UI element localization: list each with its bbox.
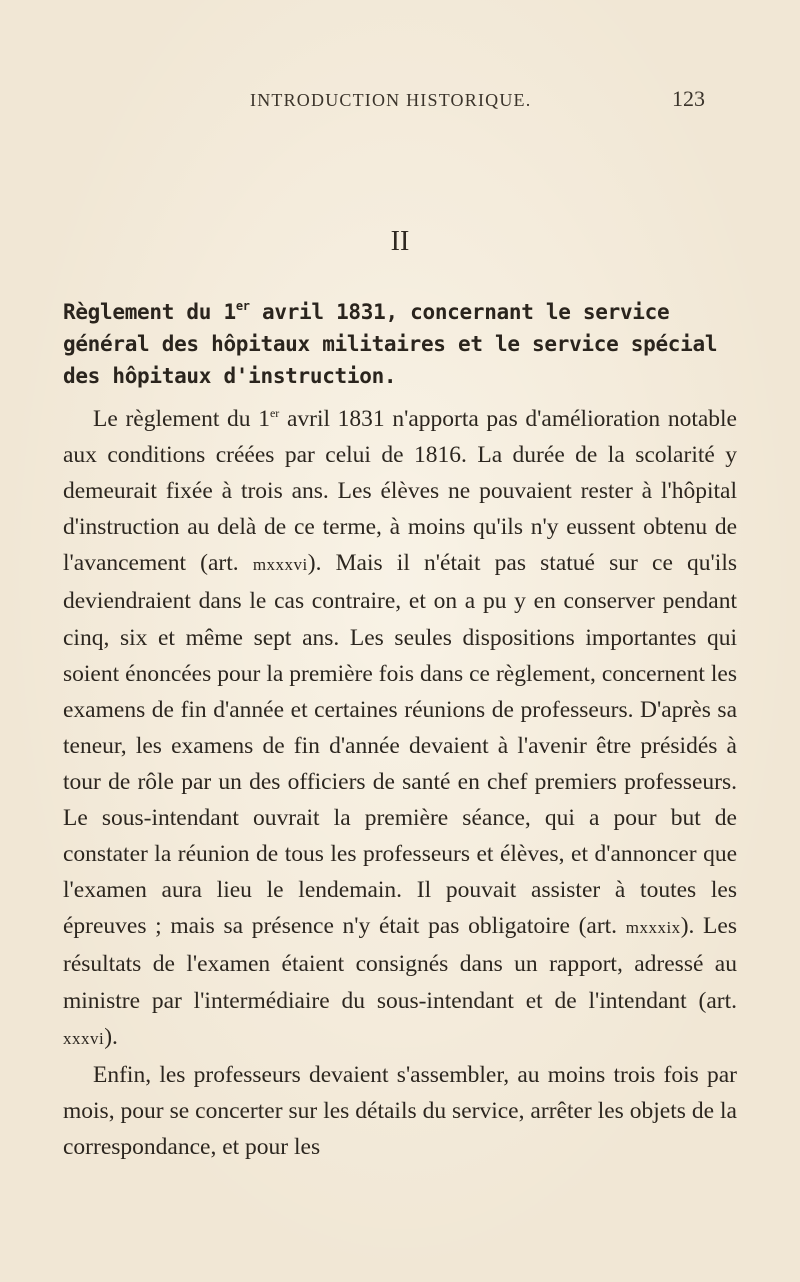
paragraph-1-text-c: ). Mais il n'était pas statué sur ce qu'ils deviendraient dans le cas contraire, et on a pu y en conserver pendant cinq, six et même sept ans. Les seules dispositions importantes qui soient énoncées pour la première fois dans ce règlement, concernent les examens de fin d'année et certaines réunions de professeurs. D'après sa teneur, les examens de fin d'année devaient à l'avenir être présidés à tour de rôle par un des officiers de santé en chef premiers professeurs. Le sous-intendant ouvrait la première séance, qui a pour but de constater la réunion de tous les professeurs et élèves, et d'annoncer que l'examen aura lieu le lendemain. Il pouvait assister à toutes les épreuves ; mais sa présence n'y était pas obligatoire (art. (63, 550, 737, 940)
section-title-part2: avril 1831, concernant le service général des hôpitaux militaires et le service spécial des hôpitaux d'instruction. (63, 300, 718, 388)
article-reference: mxxxix (625, 918, 681, 938)
running-head: INTRODUCTION HISTORIQUE. (250, 90, 532, 110)
article-reference: xxxvi (63, 1028, 105, 1048)
paragraph-1-text-a: Le règlement du 1 (93, 406, 270, 432)
paragraph-1-text-b: avril 1831 n'apporta pas d'amélioration notable aux conditions créées par celui de 1816. La durée de la scolarité y demeurait fixée à trois ans. Les élèves ne pouvaient rester à l'hôpital d'instruction au delà de ce terme, à moins qu'ils n'y eussent obtenu de l'avancement (art. (63, 406, 737, 577)
paragraph-1-superscript: er (269, 406, 280, 420)
section-title-part1: Règlement du 1 (63, 300, 236, 324)
body-text (63, 401, 737, 1165)
section-title-superscript: er (235, 299, 250, 313)
section-number: II (390, 226, 410, 257)
section-title (63, 296, 739, 392)
paragraph-1-text-d: ). Les résultats de l'examen étaient consignés dans un rapport, adressé au ministre par l'intermédiaire du sous-intendant et de l'intendant (art. (63, 913, 737, 1014)
paragraph-1-text-e: ). (104, 1023, 118, 1050)
paragraph-2: Enfin, les professeurs devaient s'assembler, au moins trois fois par mois, pour se concerter sur les détails du service, arrêter les objets de la correspondance, et pour les (63, 1061, 737, 1160)
page-number: 123 (672, 86, 705, 111)
paragraph-1 (63, 401, 737, 1057)
article-reference: mxxxvi (252, 555, 308, 575)
